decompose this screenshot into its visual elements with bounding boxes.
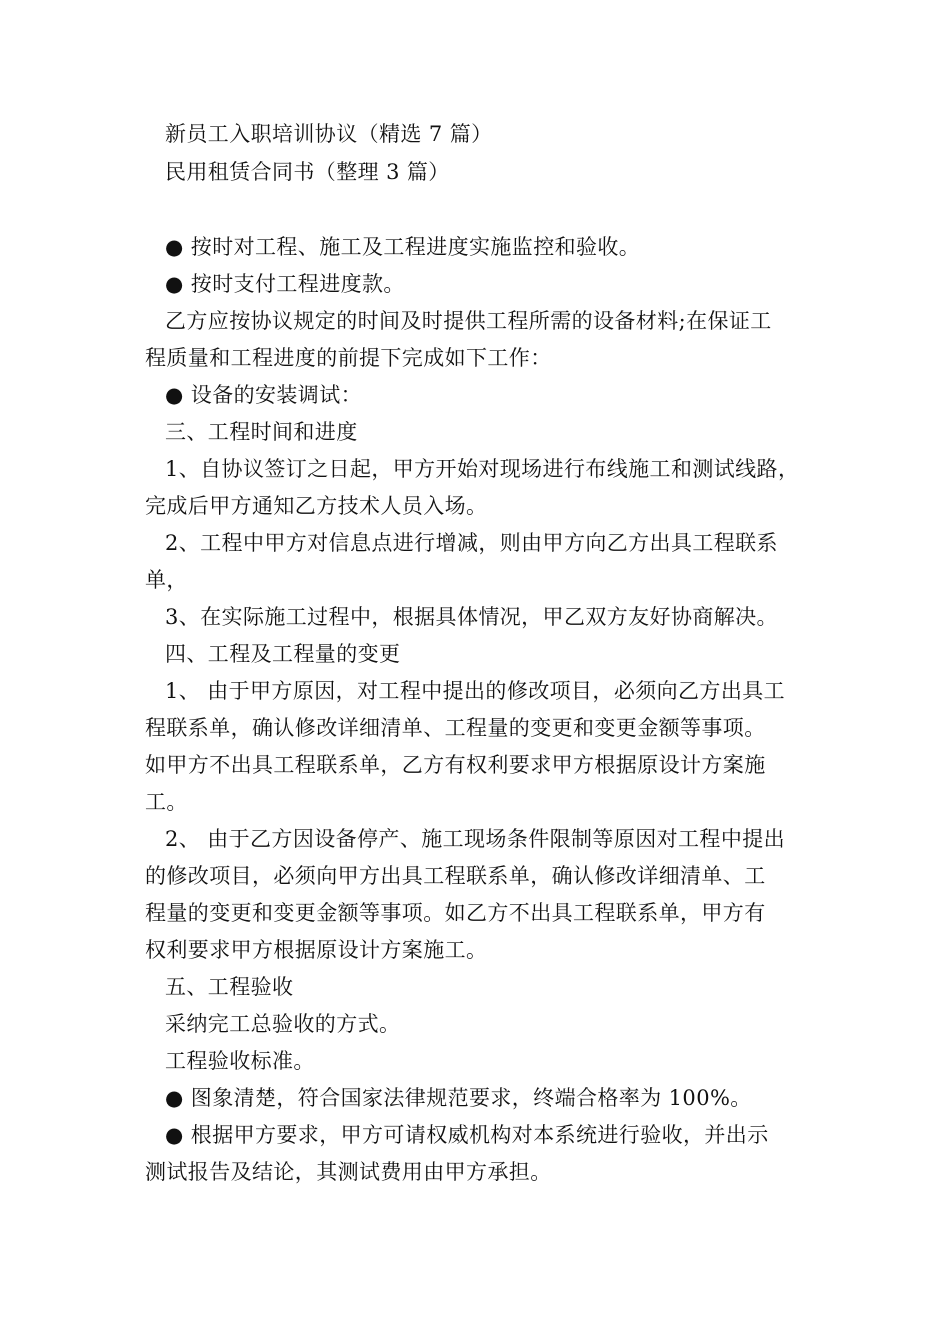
- doc-line-related-2: 民用租赁合同书（整理 3 篇）: [165, 160, 450, 184]
- doc-line-bullet: ● 按时支付工程进度款。: [165, 272, 405, 296]
- doc-line-paragraph: 乙方应按协议规定的时间及时提供工程所需的设备材料;在保证工: [165, 309, 772, 333]
- doc-line-paragraph: 完成后甲方通知乙方技术人员入场。: [145, 494, 488, 518]
- doc-line-related-1: 新员工入职培训协议（精选 7 篇）: [165, 122, 493, 146]
- doc-line-paragraph: 的修改项目，必须向甲方出具工程联系单，确认修改详细清单、工: [145, 864, 766, 888]
- doc-line-bullet: ● 设备的安装调试：: [165, 383, 362, 407]
- doc-line-paragraph: 如甲方不出具工程联系单，乙方有权利要求甲方根据原设计方案施: [145, 753, 766, 777]
- doc-line-section-heading: 三、工程时间和进度: [165, 420, 358, 444]
- doc-line-bullet: ● 按时对工程、施工及工程进度实施监控和验收。: [165, 235, 641, 259]
- doc-line-paragraph: 工程验收标准。: [165, 1049, 315, 1073]
- doc-line-paragraph: 2、工程中甲方对信息点进行增减，则由甲方向乙方出具工程联系: [165, 531, 778, 555]
- doc-line-paragraph: 2、 由于乙方因设备停产、施工现场条件限制等原因对工程中提出: [165, 827, 786, 851]
- doc-line-paragraph: 采纳完工总验收的方式。: [165, 1012, 401, 1036]
- doc-line-paragraph: 程联系单，确认修改详细清单、工程量的变更和变更金额等事项。: [145, 716, 766, 740]
- doc-line-bullet: ● 根据甲方要求，甲方可请权威机构对本系统进行验收，并出示: [165, 1123, 769, 1147]
- doc-line-paragraph: 3、在实际施工过程中，根据具体情况，甲乙双方友好协商解决。: [165, 605, 778, 629]
- doc-line-paragraph: 程量的变更和变更金额等事项。如乙方不出具工程联系单，甲方有: [145, 901, 766, 925]
- doc-line-paragraph: 1、自协议签订之日起，甲方开始对现场进行布线施工和测试线路，: [165, 457, 800, 481]
- doc-line-paragraph: 单，: [145, 568, 188, 592]
- doc-line-paragraph: 权利要求甲方根据原设计方案施工。: [145, 938, 488, 962]
- doc-line-paragraph: 工。: [145, 790, 188, 814]
- doc-line-paragraph: 测试报告及结论，其测试费用由甲方承担。: [145, 1160, 552, 1184]
- doc-line-paragraph: 程质量和工程进度的前提下完成如下工作：: [145, 346, 552, 370]
- doc-line-paragraph: 1、 由于甲方原因，对工程中提出的修改项目，必须向乙方出具工: [165, 679, 786, 703]
- doc-line-section-heading: 五、工程验收: [165, 975, 294, 999]
- doc-line-section-heading: 四、工程及工程量的变更: [165, 642, 401, 666]
- doc-line-bullet: ● 图象清楚，符合国家法律规范要求，终端合格率为 100%。: [165, 1086, 752, 1110]
